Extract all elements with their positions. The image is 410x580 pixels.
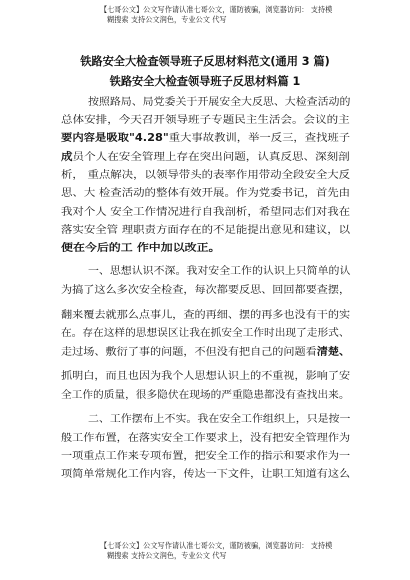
page-footer	[100, 541, 400, 561]
body-line	[61, 184, 350, 199]
text-run: 二、工作摆布上不实。我在安全工作组织上，只是按一	[88, 413, 351, 425]
header-line-1: 【七哥公文】公文写作请认准七哥公文，谨防被骗，浏览器访问： 支持模	[100, 5, 333, 14]
body-line	[61, 111, 350, 126]
text-run: 落实安全管 理职责方面存在的不足能提出意见和建议，以	[61, 224, 351, 236]
page-header	[100, 5, 400, 25]
footer-line-1: 【七哥公文】公文写作请认准七哥公文，谨防被骗，浏览器访问： 支持模	[100, 541, 333, 550]
body-line	[61, 343, 350, 358]
text-run: 为搞了这么多次安全检查，每次都要反思、回回都要查摆，	[61, 284, 351, 296]
body-line	[61, 129, 350, 144]
body-line	[61, 306, 350, 321]
text-run: 析， 重点解决，以领导带头的表率作用带动全段安全大反	[61, 169, 351, 181]
bold-text: 便在今后的工 作中加以改正。	[61, 242, 221, 254]
text-run: 按照路局、局党委关于开展安全大反思、大检查活动的	[88, 96, 351, 108]
text-run: 总体安排，今天召开领导班子专题民主生活会。会议的主	[61, 114, 350, 126]
body-line	[61, 324, 350, 339]
body-line	[88, 93, 350, 108]
text-run: 项简单常规化工作内容，传达一下文件，让职工知道有这么	[61, 468, 351, 480]
body-line	[61, 203, 350, 218]
text-run: 一项重点工作来专项布置，把安全工作的指示和要求作为一	[61, 450, 351, 462]
body-line	[61, 281, 350, 296]
text-run: 翻来覆去就那么点事儿，查的再细、摆的再多也没有干的实	[61, 309, 351, 321]
bold-text: 成	[61, 151, 73, 163]
body-line	[88, 410, 350, 425]
text-run: 全工作的质量，很多隐伏在现场的严重隐患都没有查找出来。	[61, 389, 350, 401]
body-line	[61, 239, 221, 254]
body-line	[61, 429, 350, 444]
section-title: 铁路安全大检查领导班子反思材料篇 1	[109, 75, 301, 88]
header-line-2: 糊搜索 支持公文润色，专业公文 代写	[107, 15, 227, 24]
body-line	[61, 221, 350, 236]
text-run: 我对个人 安全工作情况进行自我剖析，希望同志们对我在	[61, 206, 351, 218]
body-line	[88, 262, 350, 277]
bold-text: 清楚、	[316, 346, 351, 358]
text-run: 走过场、敷衍了事的问题，不但没有把自己的问题看	[61, 346, 317, 358]
text-run: 重大事故教训，举一反三，查找班子	[168, 132, 351, 144]
text-run: 员个人在安全管理上存在突出问题，认真反思、深刻剖	[72, 151, 350, 163]
document-title: 铁路安全大检查领导班子反思材料范文(通用 3 篇)	[80, 55, 330, 68]
body-line	[61, 367, 350, 382]
text-run: 抓明白，而且也因为我个人思想认识上的不重视，影响了安	[61, 370, 351, 382]
body-line	[61, 148, 350, 163]
bold-text: 要内容是吸取"4.28"	[61, 132, 169, 144]
body-line	[61, 166, 350, 181]
body-line	[61, 465, 350, 480]
text-run: 在。存在这样的思想误区让我在抓安全工作时出现了走形式、	[61, 327, 350, 339]
text-run: 思、大 检查活动的整体有效开展。作为党委书记，首先由	[61, 187, 351, 199]
body-line	[61, 386, 350, 401]
body-line	[61, 447, 350, 462]
text-run: 般工作布置，在落实安全工作要求上，没有把安全管理作为	[61, 432, 351, 444]
footer-line-2: 糊搜索 支持公文润色，专业公文 代写	[107, 551, 227, 560]
text-run: 一、思想认识不深。我对安全工作的认识上只简单的认	[88, 265, 351, 277]
